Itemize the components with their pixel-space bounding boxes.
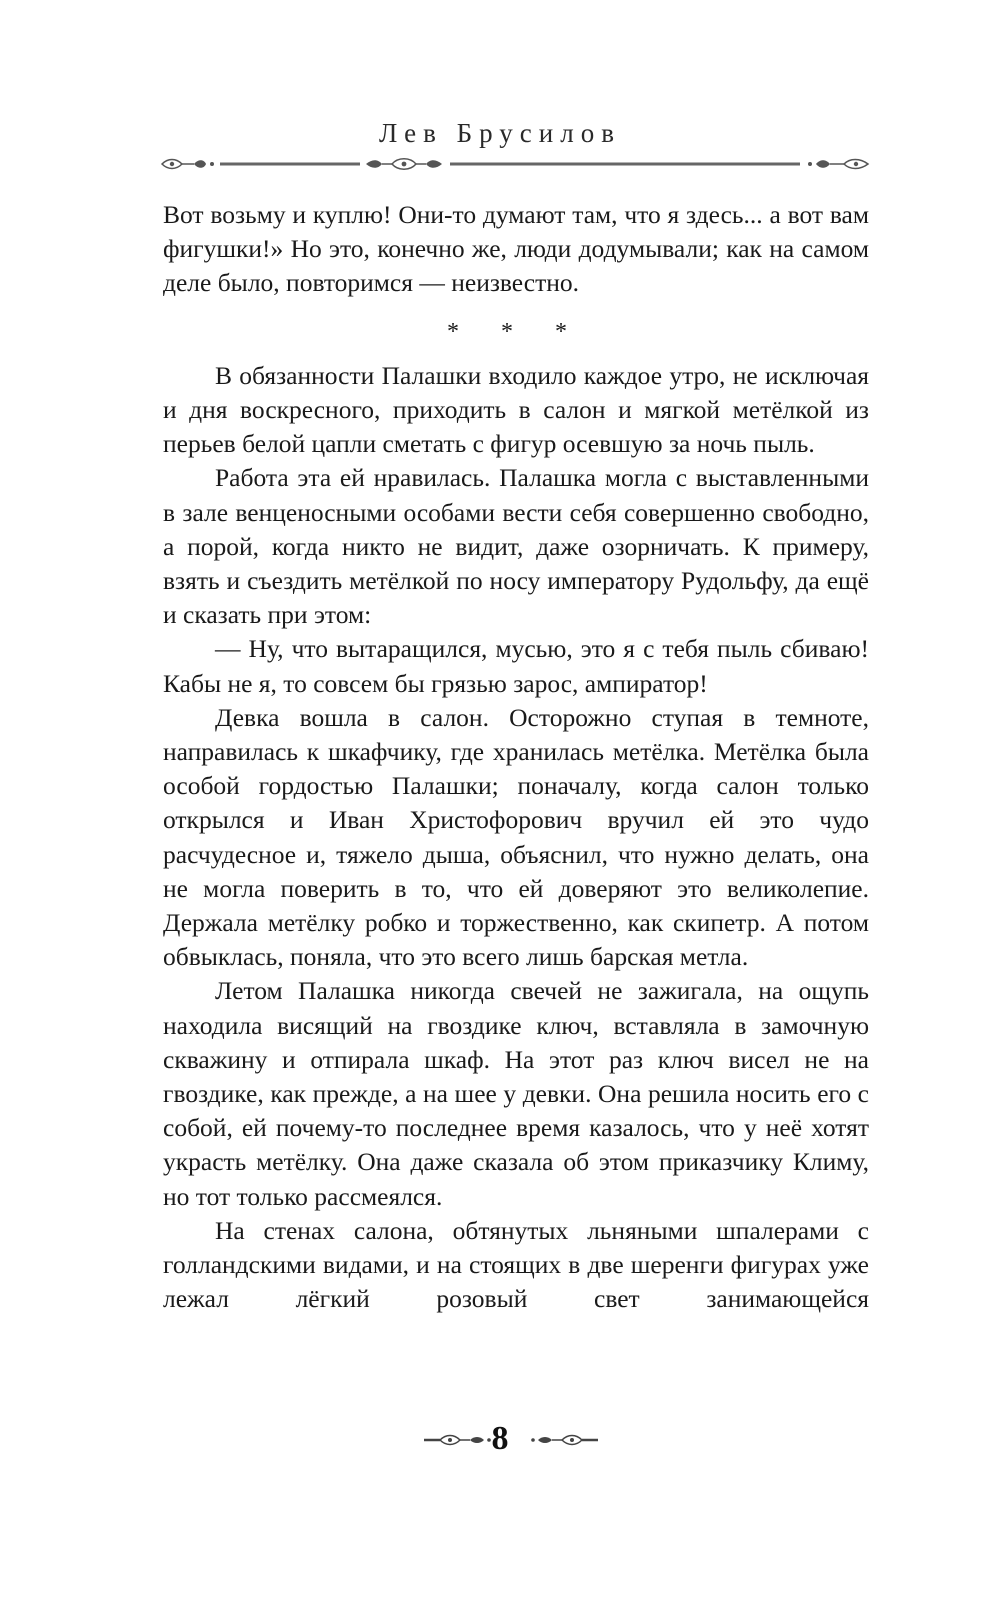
paragraph: На стенах салона, обтянутых льняными шпалерами с голландскими видами, и на стоящих в две шеренги фигурах уже лежал лёгкий розовый свет занимающейся	[163, 1215, 869, 1314]
page-number: 8	[491, 1420, 509, 1457]
paragraph: Летом Палашка никогда свечей не зажигала, на ощупь находила висящий на гвоздике ключ, вставляла в замочную скважину и отпирала шкаф. На этот раз ключ висел не на гвоздике, как прежде, а на шее у девки. Она решила носить его с собой, ей почему-то последнее время казалось, что у неё хотят украсть метёлку. Она даже сказала об этом приказчику Климу, но тот только рассмеялся.	[163, 976, 869, 1211]
paragraph: Девка вошла в салон. Осторожно ступая в темноте, направилась к шкафчику, где хранилась метёлка. Метёлка была особой гордостью Палашки; поначалу, когда салон только открылся и Иван Христофорович вручил ей это чудо расчудесное и, тяжело дыша, объяснил, что нужно делать, она не могла поверить в то, что ей доверяют это великолепие. Держала метёлку робко и торжественно, как скипетр. А потом обвыклась, поняла, что это всего лишь барская метла.	[163, 702, 869, 972]
paragraph: В обязанности Палашки входило каждое утро, не исключая и дня воскресного, приходить в салон и мягкой метёлкой из перьев белой цапли сметать с фигур осевшую за ночь пыль.	[163, 360, 869, 459]
page-footer	[0, 1420, 1000, 1460]
running-title: Лев Брусилов	[379, 118, 621, 148]
dialogue-line: — Ну, что вытаращился, мусью, это я с тебя пыль сбиваю! Кабы не я, то совсем бы грязью зарос, ампиратор!	[163, 634, 869, 698]
paragraph-continuation: Вот возьму и куплю! Они-то думают там, что я здесь... а вот вам фигушки!» Но это, конечно же, люди додумывали; как на самом деле было, повторимся — неизвестно.	[163, 200, 869, 298]
footer-ornament-right	[530, 1432, 598, 1448]
body-text	[163, 198, 869, 1317]
section-break: * * *	[447, 318, 585, 345]
paragraph: Работа эта ей нравилась. Палашка могла с выставленными в зале венценосными особами вести себя совершенно свободно, а порой, когда никто не видит, даже озорничать. К примеру, взять и съездить метёлкой по носу императору Рудольфу, да ещё и сказать при этом:	[163, 463, 869, 630]
header-ornament-rule	[160, 156, 872, 172]
